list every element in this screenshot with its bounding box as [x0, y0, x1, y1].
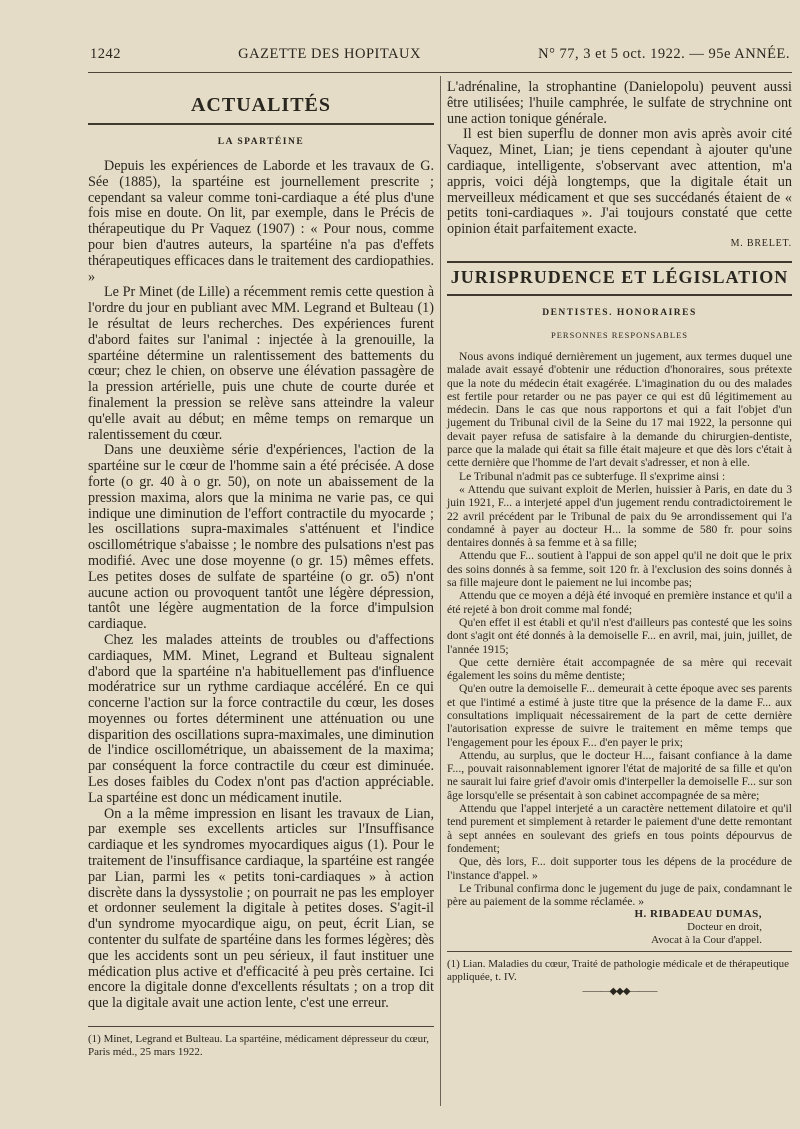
paragraph: On a la même impression en lisant les travaux de Lian, par exemple ses excellents articles sur l'Insuffisance cardiaque et les syndromes myocardiques aigus (1). Pour le traitement de l'insuffisance cardiaque, la spartéine est rangée par Lian, parmi les « petits toni-cardiaques » à action discrète dans la dyssystolie ; on pourrait ne pas les employer et ordonner seulement la digitale à petites doses. S'agit-il d'un syndrome myocardique aigu, on peut, écrit Lian, se contenter du sulfate de spartéine dans les formes légères; dès que les accidents sont un peu sérieux, il faut instituer une médication plus active et d'efficacité à peu près certaine. Ici encore la digitale donne d'excellents résultats ; on a trop dit que la digitale avait une action lente, c'est une erreur. [88, 805, 434, 1012]
paragraph: Dans une deuxième série d'expériences, l'action de la spartéine sur le cœur de l'homme sain a été précisée. A dose forte (o gr. 40 à o gr. 50), on note un abaissement de la pression maxima, alors que la minima ne varie pas, ce qui indique une diminution de l'effort contractile du myocarde ; les oscillations supra-maximales s'atténuent et l'indice oscillométrique s'abaisse ; le nombre des pulsations n'est pas modifié. Avec une dose moyenne (o gr. 15) mêmes effets. Les petites doses de sulfate de spartéine (o gr. o5) n'ont aucune action ou provoquent tantôt une légère dépression, tantôt une légère augmentation de la force d'impulsion cardiaque. [88, 442, 434, 633]
signature-title: Docteur en droit, [687, 921, 762, 934]
footnote-rule [88, 1026, 434, 1027]
paragraph: Il est bien superflu de donner mon avis après avoir cité Vaquez, Minet, Lian; je tiens cependant à ajouter qu'une cardiaque, intelligente, s'observant avec attention, m'a appris, voici déjà longtemps, que la digitale était un merveilleux médicament et que ses succédanés étaient de « petits toni-cardiaques ». J'ai toujours constaté que cette opinion était parfaitement exacte. [447, 126, 792, 238]
paragraph: Qu'en outre la demoiselle F... demeurait à cette époque avec ses parents et que l'intimé a estimé à juste titre que la présence de la dame F... aux consultations impliquait nécessairement de la part de cette dernière l'autorisation expresse de suivre le traitement en même temps que l'engagement pour les époux F... d'en payer le prix; [447, 682, 792, 749]
paragraph: L'adrénaline, la strophantine (Danielopolu) peuvent aussi être utilisées; l'huile camphrée, le sulfate de strychnine ont une action tonique générale. [447, 79, 792, 127]
footnote-right: (1) Lian. Maladies du cœur, Traité de pathologie médicale et de thérapeutique appliquée, t. IV. [447, 958, 789, 984]
decorative-end-rule: ———◆◆◆——— [582, 986, 657, 998]
paragraph: Le Tribunal confirma donc le jugement du juge de paix, condamnant le père au paiement de la somme réclamée. » [447, 881, 792, 909]
issue-info: N° 77, 3 et 5 oct. 1922. — 95e ANNÉE. [538, 46, 790, 62]
paragraph: Qu'en effet il est établi et qu'il n'est d'ailleurs pas contesté que les soins dont s'agit ont été donnés à la demoiselle F... en avril, mai, juin, juillet, de l'année 1915; [447, 615, 792, 656]
article-subtitle: PERSONNES RESPONSABLES [550, 329, 688, 340]
paragraph: Le Pr Minet (de Lille) a récemment remis cette question à l'ordre du jour en publiant avec MM. Legrand et Bulteau (1) le résultat de leurs recherches. Des expériences furent d'abord faites sur l'animal : injectée à la grenouille, la spartéine détermine un ralentissement des battements du cœur; chez le chien, on observe une élévation passagère de la pression artérielle, puis une chute de courte durée et finalement la pression se relève sans atteindre la valeur qu'elle avait au début; en même temps on remarque un ralentissement du cœur. [88, 284, 434, 443]
dentistes-article-body [447, 350, 792, 908]
article-title-sparteine: LA SPARTÉINE [217, 137, 305, 147]
sparteine-article-body [88, 159, 434, 1012]
column-divider [440, 76, 441, 1106]
paragraph: Que cette dernière était accompagnée de sa mère qui recevait également les soins du même dentiste; [447, 655, 792, 683]
paragraph: Attendu que ce moyen a déjà été invoqué en première instance et qu'il a été rejeté à bon droit comme mal fondé; [447, 589, 792, 616]
section-rule [447, 294, 792, 296]
section-rule [447, 261, 792, 263]
paragraph: Attendu, au surplus, que le docteur H..., faisant confiance à la dame F..., pouvait raisonnablement ignorer l'état de majorité de sa fille et qu'on ne saurait lui faire grief d'avoir omis d'interpeller la demoiselle F... sur son âge lorsqu'elle se présentait à son cabinet accompagnée de sa mère; [447, 748, 792, 802]
paragraph: Attendu que F... soutient à l'appui de son appel qu'il ne doit que le prix des soins donnés à sa femme, soit 120 fr. à l'exclusion des soins donnés à sa fille majeure dont le paiement ne lui incombe pas; [447, 549, 792, 590]
page-number: 1242 [90, 46, 121, 62]
signature-affiliation: Avocat à la Cour d'appel. [651, 934, 762, 947]
paragraph: « Attendu que suivant exploit de Merlen, huissier à Paris, en date du 3 juin 1921, F... a interjeté appel d'un jugement rendu contradictoirement le 22 avril précédent par le Tribunal de paix du 9e arrondissement qui l'a condamné à payer au docteur H... la somme de 580 fr. pour soins dentaires donnés à sa femme et à sa fille; [447, 482, 792, 550]
page-header [90, 46, 790, 68]
left-column [88, 80, 434, 1059]
paragraph: Chez les malades atteints de troubles ou d'affections cardiaques, MM. Minet, Legrand et Bulteau signalent d'abord que la spartéine n'a habituellement pas d'influence modératrice sur un rythme cardiaque accéléré. En ce qui concerne l'action sur la force contractile du cœur, les doses moyennes ou fortes déterminent une atténuation ou une disparition des oscillations supra-maximales, une diminution de l'indice oscillométrique, un abaissement de la maxima; par conséquent la force contractile du cœur est diminuée. Les doses faibles du Codex n'ont pas d'action appréciable. La spartéine est donc un médicament inutile. [88, 631, 434, 806]
sparteine-article-continued [447, 80, 792, 238]
paragraph: Le Tribunal n'admit pas ce subterfuge. Il s'exprime ainsi : [459, 469, 726, 483]
paragraph: Que, dès lors, F... doit supporter tous les dépens de la procédure de l'instance d'appel. » [447, 855, 792, 882]
footnote-rule [447, 951, 792, 952]
paragraph: Depuis les expériences de Laborde et les travaux de G. Sée (1885), la spartéine est journellement prescrite ; cependant sa valeur comme toni-cardiaque a été plus d'une fois mise en doute. On lit, par exemple, dans le Précis de thérapeutique du Pr Vaquez (1907) : « Pour nous, comme pour bien d'autres auteurs, la spartéine n'a pas d'effets thérapeutiques efficaces dans le traitement des cardiopathies. » [88, 158, 435, 285]
footnote-left: (1) Minet, Legrand et Bulteau. La spartéine, médicament dépresseur du cœur, Paris méd., 25 mars 1922. [88, 1033, 430, 1059]
article-title-dentistes: DENTISTES. HONORAIRES [542, 307, 697, 318]
signature-name: H. RIBADEAU DUMAS, [634, 908, 762, 921]
section-title-actualites: ACTUALITÉS [190, 94, 332, 116]
header-rule [88, 72, 792, 73]
journal-title: GAZETTE DES HOPITAUX [238, 46, 421, 62]
paragraph: Nous avons indiqué dernièrement un jugement, aux termes duquel une malade avait essayé d'obtenir une réduction d'honoraires, sous prétexte que la note du médecin était exagérée. L'imagination du ou des malades est fertile pour retarder ou ne pas payer ce qui est dû légitimement au médecin. Dans le cas que nous rapportons et qui a fait l'objet d'un jugement du Tribunal civil de la Seine du 17 mai 1922, la personne qui devait payer refusa de satisfaire à la demande du chirurgien-dentiste, parce que la malade qui était sa fille était majeure et que dès lors c'était à cette dernière que l'homme de l'art devait s'adresser, et non à elle. [447, 349, 792, 470]
legal-signature [447, 908, 762, 947]
section-rule [88, 123, 434, 125]
author-signature: M. BRELET. [730, 237, 792, 249]
right-column [447, 80, 792, 997]
section-title-jurisprudence: JURISPRUDENCE ET LÉGISLATION [450, 266, 789, 287]
paragraph: Attendu que l'appel interjeté a un caractère nettement dilatoire et qu'il tend purement et simplement à retarder le paiement d'une dette remontant à sept années en soulevant des griefs en tous points dépourvus de fondement; [447, 802, 792, 855]
